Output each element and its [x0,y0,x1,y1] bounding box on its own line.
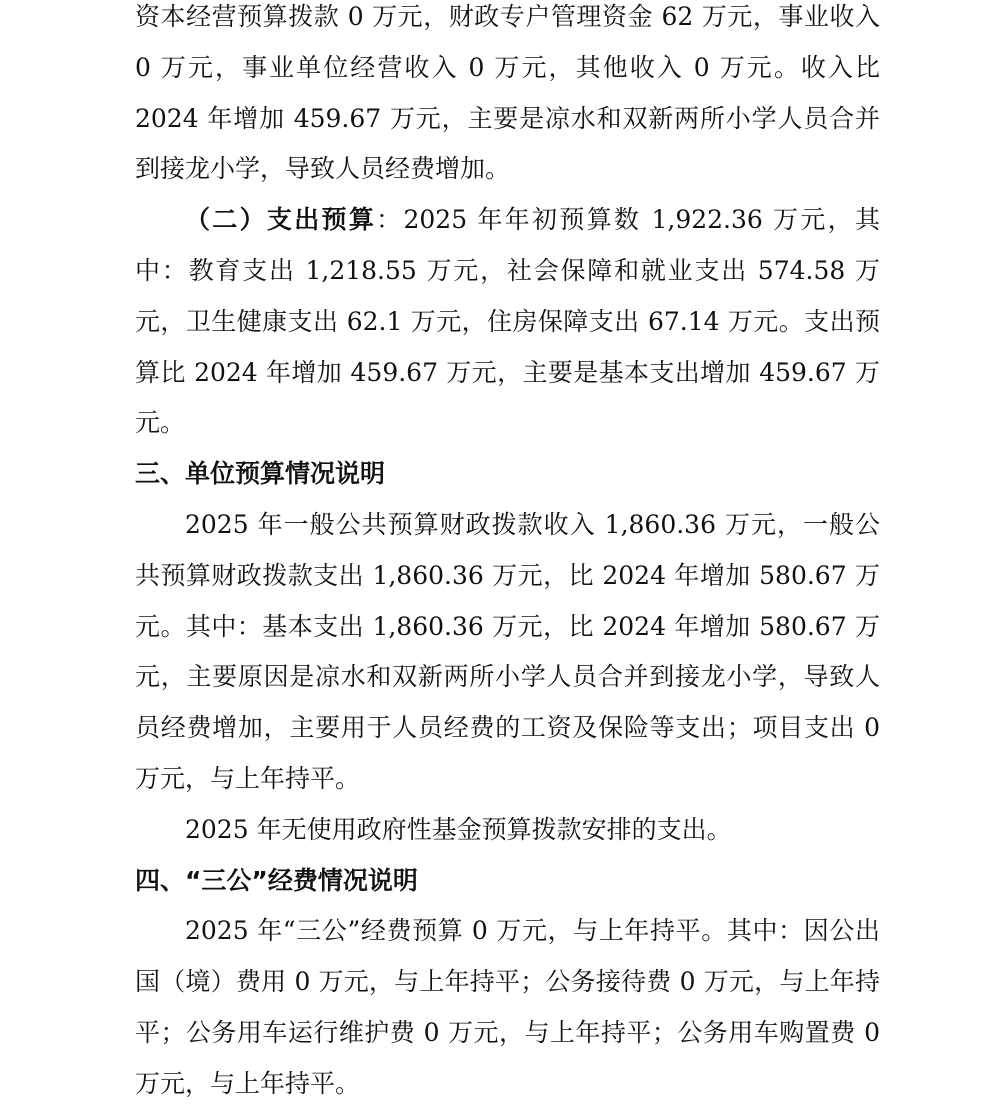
expenditure-budget-lead: （二）支出预算 [185,205,377,235]
section-heading-three-public: 四、“三公”经费情况说明 [135,865,418,895]
income-paragraph-continued: 资本经营预算拨款 0 万元，财政专户管理资金 62 万元，事业收入 0 万元，事业单位经营收入 0 万元，其他收入 0 万元。收入比 2024 年增加 459.67 万元，主要是凉水和双新两所小学人员合并到接龙小学，导致人员经费增加。 [135,2,880,184]
section-heading-unit-budget: 三、单位预算情况说明 [135,459,386,489]
unit-budget-paragraph: 2025 年一般公共预算财政拨款收入 1,860.36 万元，一般公共预算财政拨款支出 1,860.36 万元，比 2024 年增加 580.67 万元。其中：基本支出 1,860.36 万元，比 2024 年增加 580.67 万元，主要原因是凉水和双新两所小学人员合并到接龙小学，导致人员经费增加，主要用于人员经费的工资及保险等支出；项目支出 0 万元，与上年持平。 [135,509,880,793]
expenditure-budget-paragraph [135,195,880,449]
government-fund-paragraph: 2025 年无使用政府性基金预算拨款安排的支出。 [185,814,732,844]
expenditure-budget-text: ：2025 年年初预算数 1,922.36 万元，其中：教育支出 1,218.55 万元，社会保障和就业支出 574.58 万元，卫生健康支出 62.1 万元，住房保障支出 67.14 万元。支出预算比 2024 年增加 459.67 万元，主要是基本支出增加 459.67 万元。 [135,205,880,438]
document-body [135,0,880,1110]
three-public-paragraph: 2025 年“三公”经费预算 0 万元，与上年持平。其中：因公出国（境）费用 0 万元，与上年持平；公务接待费 0 万元，与上年持平；公务用车运行维护费 0 万元，与上年持平；公务用车购置费 0 万元，与上年持平。 [135,916,880,1098]
